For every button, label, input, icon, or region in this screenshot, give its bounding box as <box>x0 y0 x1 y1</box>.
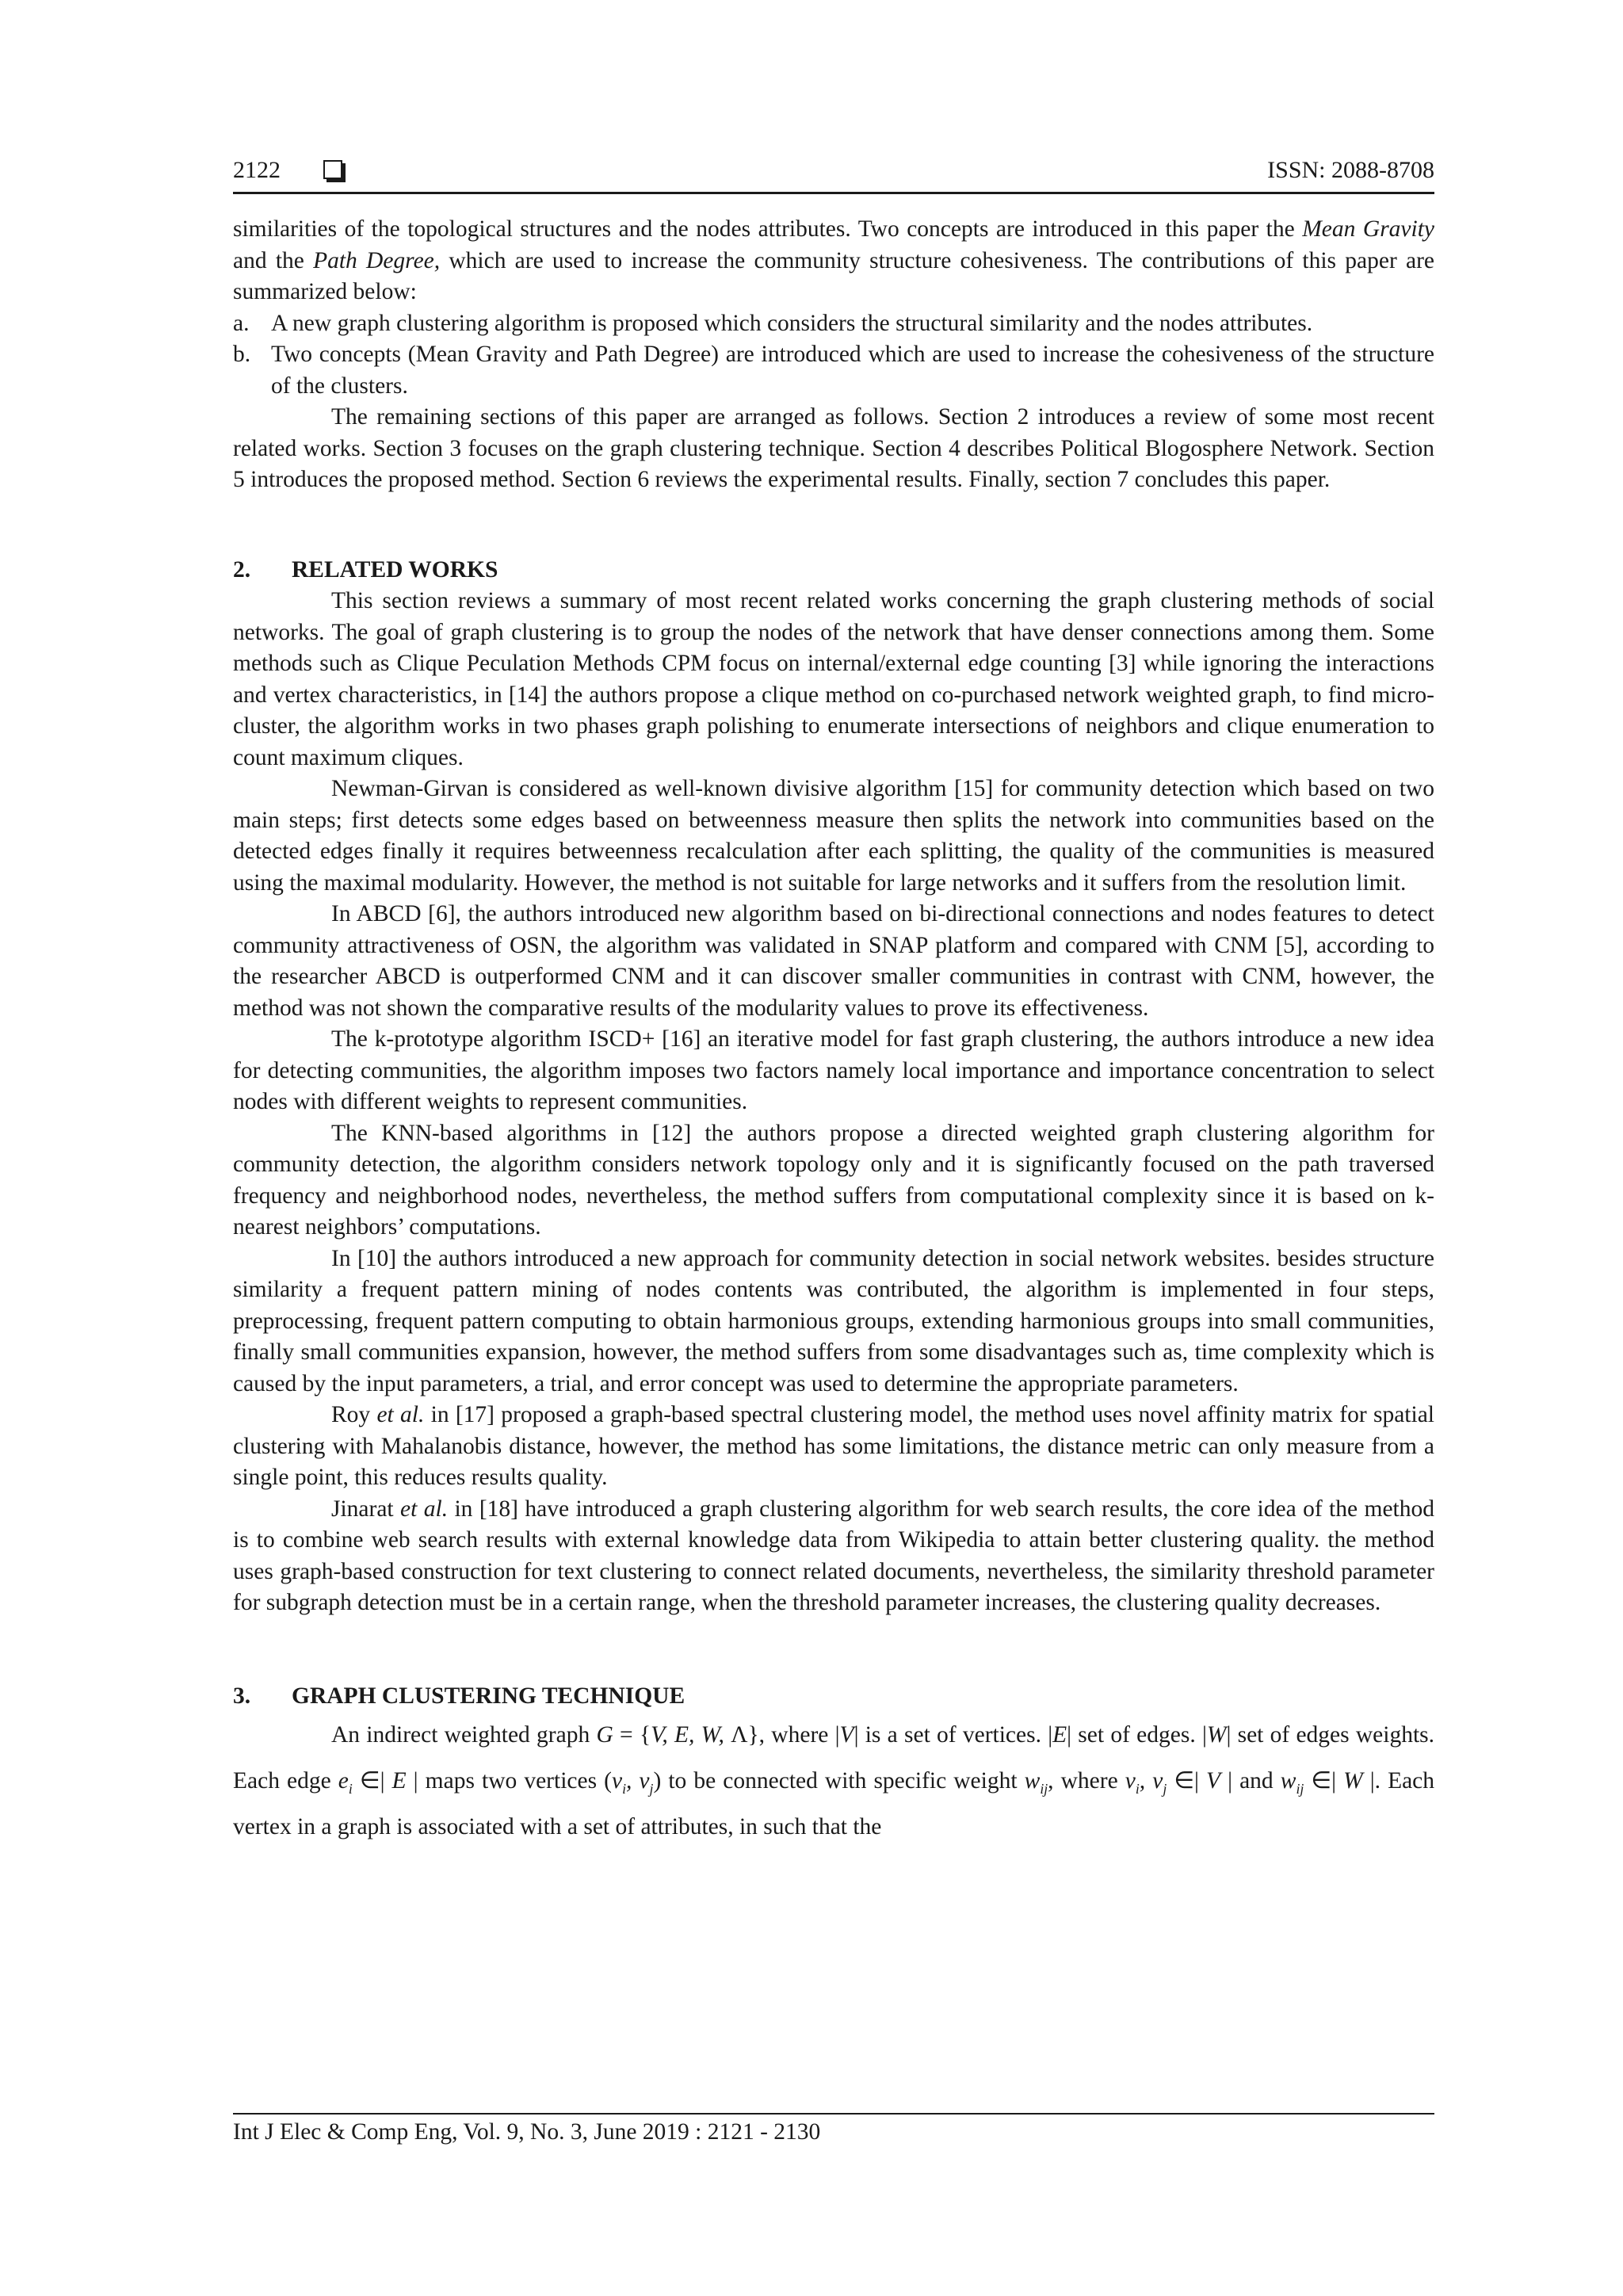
term-mean-gravity: Mean Gravity <box>1302 216 1435 242</box>
footer-divider <box>233 2113 1434 2115</box>
header-divider <box>233 192 1434 194</box>
vertex-pair-formula: ($v_i$, $v_j$) <box>604 1768 662 1797</box>
checkbox-square-icon <box>323 160 342 179</box>
graph-definition-paragraph: An indirect weighted graph G = {V, E, W, Λ}, where |V| is a set of vertices. |E| set of edges. |W| set of edges weights. Each edge $e_i$ ∈| E | maps two vertices ($v_i$, $v_j$) to be connected with specific weight $w_{ij}$, where $v_i$, $v_j$ ∈| V | and $w_{ij}$ ∈| W |. Each vertex in a graph is associated with a set of attributes, in such that the <box>233 1722 1435 1839</box>
term-path-degree: Path Degree, <box>313 247 441 273</box>
intro-paragraph: similarities of the topological structures and the nodes attributes. Two concepts are introduced in this paper the Mean Gravity and the Path Degree, which are used to increase the community structure cohesiveness. The contributions of this paper are summarized below: <box>233 216 1435 304</box>
related-works-paragraph: The k-prototype algorithm ISCD+ [16] an iterative model for fast graph clustering, the authors introduce a new idea for detecting communities, the algorithm imposes two factors namely local importance and importance concentration to select nodes with different weights to represent communities. <box>233 1026 1434 1114</box>
page-number: 2122 <box>233 157 281 183</box>
section-heading-related-works: 2. RELATED WORKS <box>233 556 498 583</box>
organization-paragraph: The remaining sections of this paper are arranged as follows. Section 2 introduces a review of some most recent related works. Section 3 focuses on the graph clustering technique. Section 4 describes Political Blogosphere Network. Section 5 introduces the proposed method. Section 6 reviews the experimental results. Finally, section 7 concludes this paper. <box>233 404 1434 492</box>
weight-formula: $w_{ij}$ <box>1024 1768 1048 1797</box>
weight-set-formula: |W| <box>1201 1722 1232 1748</box>
related-works-paragraph: In [10] the authors introduced a new approach for community detection in social network websites. besides structure similarity a frequent pattern mining of nodes contents was contributed, the algorithm is implemented in four steps, preprocessing, frequent pattern computing to obtain harmonious groups, extending harmonious groups into small communities, finally small communities expansion, however, the method suffers from some disadvantages such as, time complexity which is caused by the input parameters, a trial, and error concept was used to determine the appropriate parameters. <box>233 1245 1434 1396</box>
graph-tuple-formula: G = {V, E, W, Λ} <box>596 1722 759 1748</box>
section-heading-graph-clustering: 3. GRAPH CLUSTERING TECHNIQUE <box>233 1683 685 1709</box>
page-header <box>233 157 1434 189</box>
related-works-paragraph: Newman-Girvan is considered as well-known divisive algorithm [15] for community detection which based on two main steps; first detects some edges based on betweenness measure then splits the network into communities based on the detected edges finally it requires betweenness recalculation after each splitting, the quality of the communities is measured using the maximal modularity. However, the method is not suitable for large networks and it suffers from the resolution limit. <box>233 776 1434 896</box>
related-works-paragraph: In ABCD [6], the authors introduced new algorithm based on bi-directional connections and nodes features to detect community attractiveness of OSN, the algorithm was validated in SNAP platform and compared with CNM [5], according to the researcher ABCD is outperformed CNM and it can discover smaller communities in contrast with CNM, however, the method was not shown the comparative results of the modularity values to prove its effectiveness. <box>233 901 1434 1021</box>
edge-membership-formula: $e_i$ ∈| E | <box>338 1768 418 1797</box>
page-body <box>233 214 1434 1850</box>
weight-membership-formula: $w_{ij}$ ∈| W | <box>1280 1768 1375 1797</box>
vertex-set-formula: |V| <box>834 1722 859 1748</box>
vertex-membership-formula: $v_i$, $v_j$ ∈| V | <box>1125 1768 1233 1797</box>
contribution-item-b: b. Two concepts (Mean Gravity and Path Degree) are introduced which are used to increase the cohesiveness of the structure of the clusters. <box>233 342 1434 399</box>
related-works-paragraph: Roy et al. in [17] proposed a graph-based spectral clustering model, the method uses novel affinity matrix for spatial clustering with Mahalanobis distance, however, the method has some limitations, the distance metric can only measure from a single point, this reduces results quality. <box>233 1402 1434 1490</box>
related-works-paragraph: The KNN-based algorithms in [12] the authors propose a directed weighted graph clustering algorithm for community detection, the algorithm considers network topology only and it is significantly focused on the path traversed frequency and neighborhood nodes, nevertheless, the method suffers from computational complexity since it is based on k-nearest neighbors’ computations. <box>233 1120 1434 1240</box>
journal-issn: ISSN: 2088-8708 <box>1267 157 1434 183</box>
edge-set-formula: |E| <box>1048 1722 1072 1748</box>
related-works-paragraph: This section reviews a summary of most recent related works concerning the graph clustering methods of social networks. The goal of graph clustering is to group the nodes of the network that have denser connections among them. Some methods such as Clique Peculation Methods CPM focus on internal/external edge counting [3] while ignoring the interactions and vertex characteristics, in [14] the authors propose a clique method on co-purchased network weighted graph, to find micro-cluster, the algorithm works in two phases graph polishing to enumerate intersections of neighbors and clique enumeration to count maximum cliques. <box>233 588 1434 770</box>
contribution-item-a: a. A new graph clustering algorithm is proposed which considers the structural similarity and the nodes attributes. <box>233 310 1313 336</box>
related-works-paragraph: Jinarat et al. in [18] have introduced a graph clustering algorithm for web search results, the core idea of the method is to combine web search results with external knowledge data from Wikipedia to attain better clustering quality. the method uses graph-based construction for text clustering to connect related documents, nevertheless, the similarity threshold parameter for subgraph detection must be in a certain range, when the threshold parameter increases, the clustering quality decreases. <box>233 1496 1434 1615</box>
journal-citation: Int J Elec & Comp Eng, Vol. 9, No. 3, June 2019 : 2121 - 2130 <box>233 2119 821 2145</box>
